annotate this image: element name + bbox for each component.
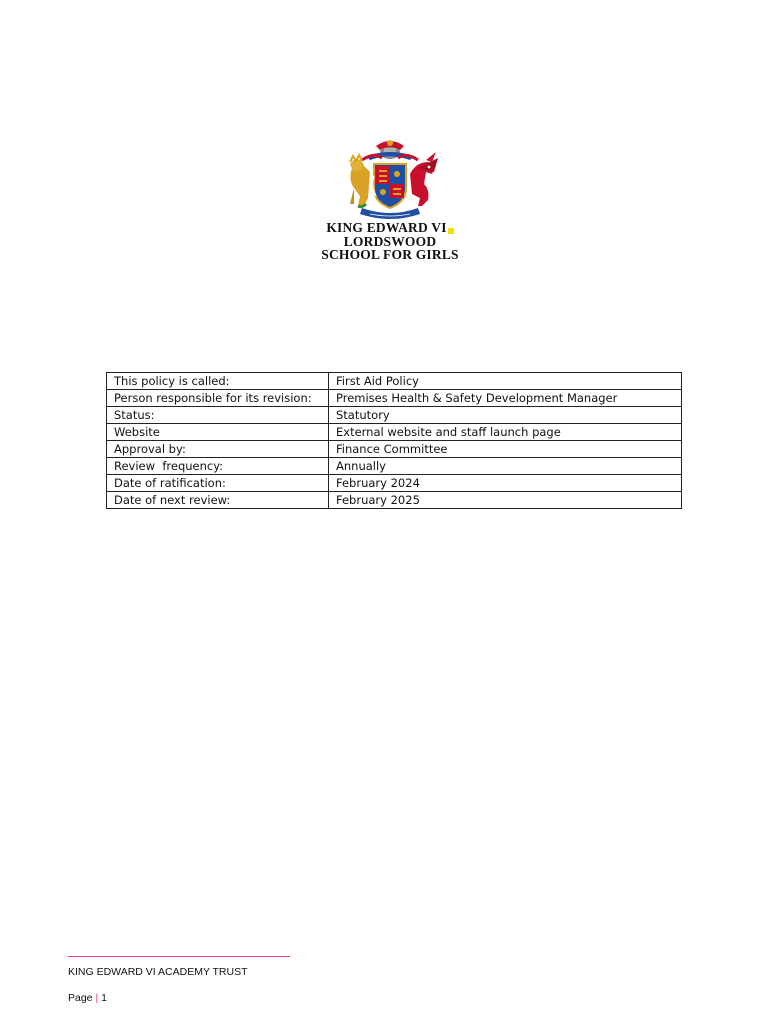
table-cell-label: Person responsible for its revision:: [107, 390, 329, 407]
school-name-line-1: KING EDWARD VI: [290, 221, 490, 235]
crest-dragon-supporter: [410, 152, 438, 206]
table-cell-label: Date of next review:: [107, 492, 329, 509]
footer-divider: [68, 956, 290, 957]
school-crest-logo: [340, 138, 440, 220]
school-name: [290, 221, 490, 262]
table-row: [107, 424, 682, 441]
table-row: [107, 373, 682, 390]
table-cell-label: Review frequency:: [107, 458, 329, 475]
table-cell-label: Date of ratification:: [107, 475, 329, 492]
policy-info-table: [106, 372, 682, 509]
table-cell-value: Statutory: [329, 407, 682, 424]
page-separator: |: [95, 992, 99, 1004]
table-cell-label: Approval by:: [107, 441, 329, 458]
table-row: [107, 390, 682, 407]
school-name-line-3: SCHOOL FOR GIRLS: [321, 247, 459, 262]
page-label: Page: [68, 992, 93, 1004]
table-cell-value: Finance Committee: [329, 441, 682, 458]
footer-organisation: KING EDWARD VI ACADEMY TRUST: [68, 966, 248, 978]
highlight-mark: [448, 228, 454, 234]
table-cell-value: Annually: [329, 458, 682, 475]
crest-helm: [362, 140, 418, 160]
table-row: [107, 458, 682, 475]
table-cell-label: Website: [107, 424, 329, 441]
table-cell-label: Status:: [107, 407, 329, 424]
footer-page-number: [68, 992, 107, 1004]
page-number: 1: [101, 992, 107, 1004]
table-cell-value: February 2024: [329, 475, 682, 492]
table-cell-value: First Aid Policy: [329, 373, 682, 390]
table-row: [107, 407, 682, 424]
table-row: [107, 441, 682, 458]
crest-shield: [372, 164, 406, 208]
table-row: [107, 492, 682, 509]
school-name-line-2: LORDSWOOD: [343, 233, 437, 249]
crest-lion-supporter: [350, 155, 370, 206]
table-cell-value: Premises Health & Safety Development Manager: [329, 390, 682, 407]
table-cell-value: February 2025: [329, 492, 682, 509]
table-cell-value: External website and staff launch page: [329, 424, 682, 441]
table-row: [107, 475, 682, 492]
table-cell-label: This policy is called:: [107, 373, 329, 390]
